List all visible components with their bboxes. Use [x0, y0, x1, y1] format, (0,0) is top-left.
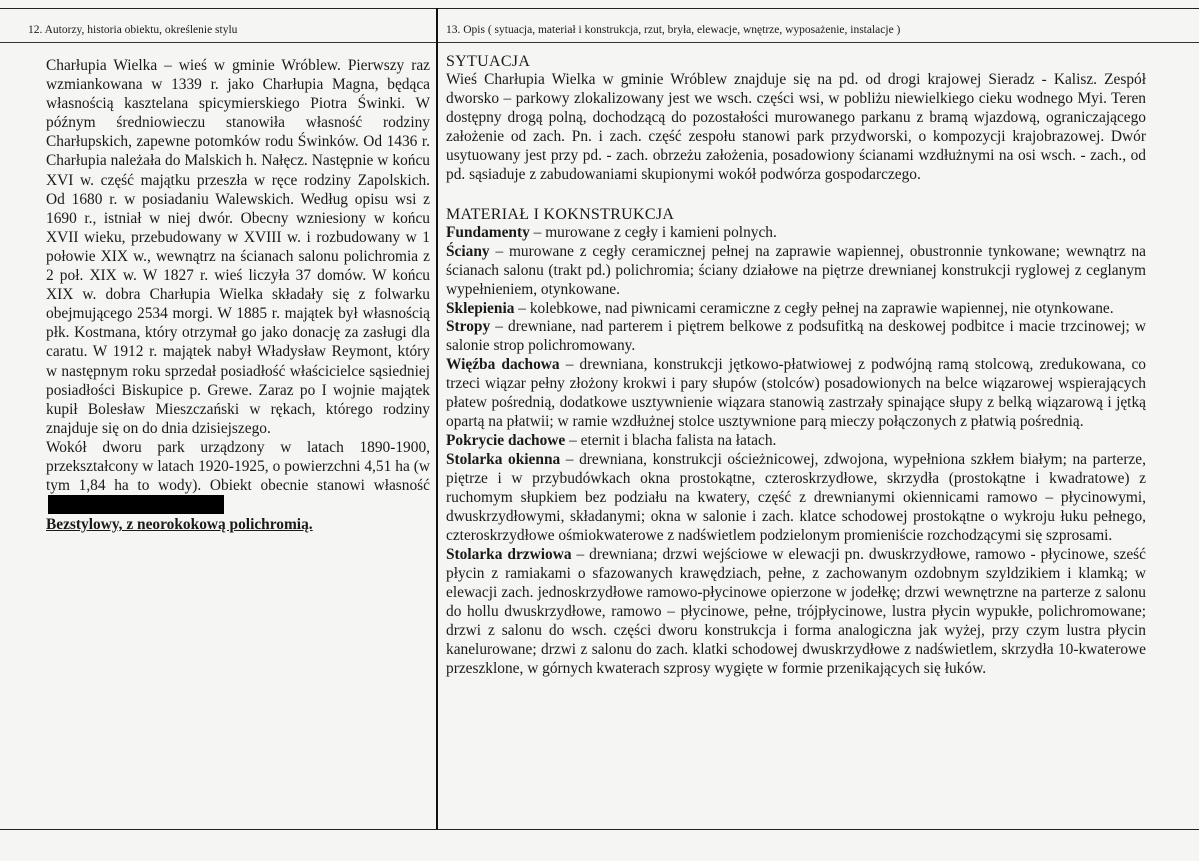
material-item: [446, 243, 1146, 300]
material-item-text: – drewniana; drzwi wejściowe w elewacji pn. dwuskrzydłowe, ramowo - płycinowe, sześć płycin z ramiakami o sfazowanych krawędziach, pełne, z zachowanym ozdobnym szyldzikiem i klamką; w elewacji zach. jednoskrzydłowe ramowo-płycinowe opierzone w jodełkę; drzwi wewnętrzne na parterze z salonu do hollu dwuskrzydłowe, ramowo – płycinowe, pełne, trójpłycinowe, lustra płycin wypukłe, polichromowane; drzwi z salonu do wsch. części dworu konstrukcja i forma analogiczna jak wyżej, przy czym lustra płycin kanelurowane; drzwi z salonu do zach. klatki schodowej dwuskrzydłowe z nadświetlem, skrzydła 10-kwaterowe przeszklone, w górnych kwaterach szprosy wygięte w formie przenikających się łuków.: [446, 545, 1146, 677]
material-items: [446, 224, 1146, 679]
material-item: [446, 224, 1146, 243]
material-item: [446, 356, 1146, 432]
material-item-label: Sklepienia: [446, 299, 515, 317]
material-item: [446, 432, 1146, 451]
material-item-text: – drewniana, konstrukcji ościeżnicowej, zdwojona, wypełniona szkłem białym; na parterze, piętrze i w przybudówkach okna prostokątne, czteroskrzydłowe, skrzydła (prostokątne i kwadratowe) z ruchomym słupkiem bez podziału na kwatery, część z drewnianymi okiennicami ramowo – płycinowymi, dwuskrzydłowymi, składanymi; okna w salonie i zach. klatce schodowej prostokątne o wykroju łuku pełnego, czteroskrzydłowe ośmiokwaterowe z nadświetlem podzielonym promieniście rozchodzącymi się szprosami.: [446, 451, 1146, 544]
material-item-text: – drewniana, konstrukcji jętkowo-płatwiowej z podwójną ramą stolcową, zredukowana, co trzeci wiązar pełny złożony krokwi i pary słupów (stolców) posadowionych na belce wiązarowej wspierających płatew pośrednią, dodatkowe usztywnienie wiązara stanowią zastrzały spinające słupy z belką wiązarową i jętką opartą na płatwii; w ramie wzdłużnej stolce usztywnione parą mieczy połączonych z płatwią pośrednią.: [446, 356, 1146, 431]
material-item-text: – drewniane, nad parterem i piętrem belkowe z podsufitką na deskowej podbitce i macie trzcinowej; w salonie strop polichromowany.: [446, 318, 1146, 355]
top-frame-line: [0, 8, 1199, 9]
history-paragraph: Charłupia Wielka – wieś w gminie Wróblew. Pierwszy raz wzmiankowana w 1339 r. jako Charłupia Magna, będąca własnością kasztelana spicymierskiego Piotra Świnki. W późnym średniowieczu stanowiła własność rodziny Charłupskich, zapewne potomków rodu Świnków. Od 1436 r. Charłupia należała do Malskich h. Nałęcz. Następnie w końcu XVI w. część majątku przeszła w ręce rodziny Zapolskich. Od 1680 r. w posiadaniu Walewskich. Według opisu wsi z 1690 r., istniał w niej dwór. Obecny wzniesiony w końcu XVII wieku, przebudowany w XVIII w. i rozbudowany w 1 połowie XIX w., wewnątrz na ścianach salonu polichromia z 2 poł. XIX w. W 1827 r. wieś liczyła 37 domów. W końcu XIX w. dobra Charłupia Wielka składały się z folwarku obejmującego 2534 morgi. W 1885 r. majątek był własnością płk. Kostmana, który otrzymał go jako donację za zasługi dla caratu. W 1912 r. majątek nabył Władysław Reymont, który w następnym roku sprzedał posiadłość właścicielce sąsiedniej posiadłości Biskupice p. Grewe. Zaraz po I wojnie majątek kupił Bolesław Mieszczański w rękach, którego rodziny znajduje się on do dnia dzisiejszego.: [46, 57, 430, 437]
column-divider: [436, 8, 438, 829]
right-section-header: 13. Opis ( sytuacja, materiał i konstrukcja, rzut, bryła, elewacje, wnętrze, wyposażenie, instalacje ): [446, 24, 901, 36]
material-item-label: Pokrycie dachowe: [446, 432, 566, 450]
section-gap: [446, 185, 1146, 205]
history-column: [46, 56, 430, 534]
park-text: Wokół dworu park urządzony w latach 1890-1900, przekształcony w latach 1920-1925, o powierzchni 4,51 ha (w tym 1,84 ha to wody). Obiekt obecnie stanowi własność: [46, 438, 430, 495]
left-section-header: 12. Autorzy, historia obiektu, określenie stylu: [28, 24, 238, 36]
material-item-text: – murowane z cegły i kamieni polnych.: [529, 223, 777, 241]
left-header-rule: [0, 42, 436, 43]
material-item-text: – kolebkowe, nad piwnicami ceramiczne z cegły pełnej na zaprawie wapiennej, nie otynkowane.: [514, 299, 1114, 317]
material-item: [446, 300, 1146, 319]
material-item: [446, 451, 1146, 546]
redaction-block: [48, 495, 224, 514]
material-item-label: Więźba dachowa: [446, 356, 560, 374]
material-item-label: Stolarka okienna: [446, 451, 561, 469]
description-column: [446, 52, 1146, 679]
material-item-label: Stolarka drzwiowa: [446, 545, 572, 563]
material-title: MATERIAŁ I KOKNSTRUKCJA: [446, 205, 675, 223]
situation-paragraph: Wieś Charłupia Wielka w gminie Wróblew znajduje się na pd. od drogi krajowej Sieradz - Kalisz. Zespół dworsko – parkowy zlokalizowany jest we wsch. części wsi, w pobliżu niewielkiego cieku wodnego Myi. Teren dostępny drogą polną, dochodzącą do pozostałości murowanego parkanu z bramą wjazdową, ograniczającego założenie od zach. Pn. i zach. część zespołu stanowi park przydworski, o kompozycji krajobrazowej. Dwór usytuowany jest przy pd. - zach. obrzeżu założenia, posadowiony ścianami wzdłużnymi na osi wsch. - zach., od pd. sąsiaduje z zabudowaniami skupionymi wokół podwórza gospodarczego.: [446, 71, 1146, 183]
right-header-rule: [438, 42, 1199, 43]
situation-title: SYTUACJA: [446, 53, 531, 70]
style-verdict: Bezstylowy, z neorokokową polichromią.: [46, 516, 313, 534]
material-item-text: – eternit i blacha falista na łatach.: [565, 432, 777, 450]
bottom-frame-line: [0, 829, 1199, 830]
material-item-label: Stropy: [446, 318, 491, 336]
material-item: [446, 546, 1146, 679]
material-item-label: Fundamenty: [446, 223, 530, 241]
material-item-label: Ściany: [446, 242, 490, 260]
park-paragraph: [46, 438, 430, 515]
material-item: [446, 318, 1146, 356]
material-item-text: – murowane z cegły ceramicznej pełnej na zaprawie wapiennej, obustronnie tynkowane; wewnątrz na ścianach salonu (trakt pd.) polichromia; ściany działowe na piętrze drewnianej konstrukcji ryglowej z ceglanym wypełnieniem, otynkowane.: [446, 242, 1146, 298]
